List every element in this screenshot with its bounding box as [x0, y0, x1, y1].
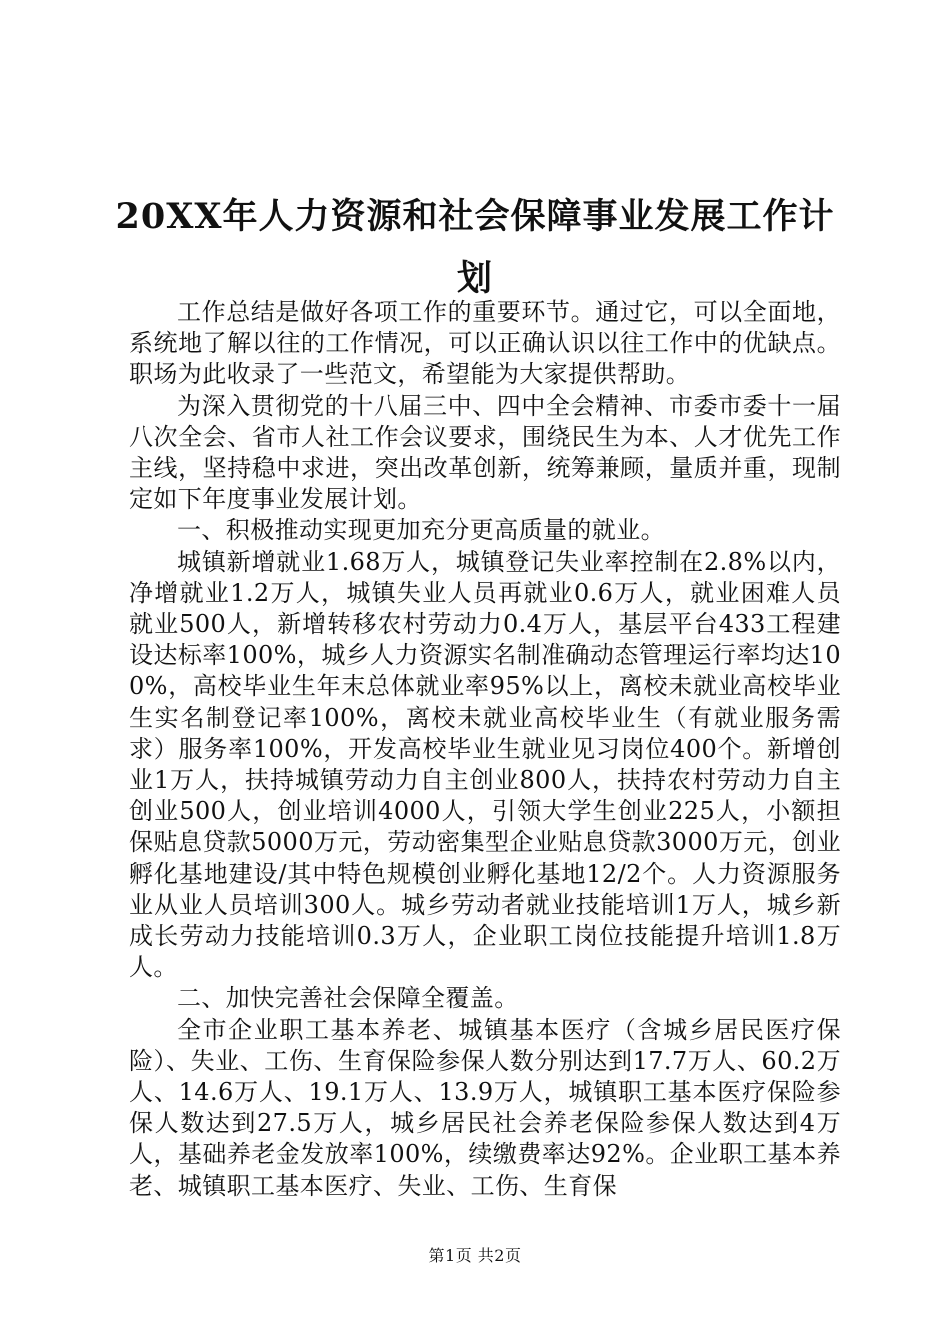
paragraph-employment-targets: 城镇新增就业1.68万人，城镇登记失业率控制在2.8%以内，净增就业1.2万人，城镇失业人员再就业0.6万人，就业困难人员就业500人，新增转移农村劳动力0.4万人，基层平台433工程建设达标率100%，城乡人力资源实名制准确动态管理运行率均达100%，高校毕业生年末总体就业率95%以上，离校未就业高校毕业生实名制登记率100%，离校未就业高校毕业生（有就业服务需求）服务率100%，开发高校毕业生就业见习岗位400个。新增创业1万人，扶持城镇劳动力自主创业800人，扶持农村劳动力自主创业500人，创业培训4000人，引领大学生创业225人，小额担保贴息贷款5000万元，劳动密集型企业贴息贷款3000万元，创业孵化基地建设/其中特色规模创业孵化基地12/2个。人力资源服务业从业人员培训300人。城乡劳动者就业技能培训1万人，城乡新成长劳动力技能培训0.3万人，企业职工岗位技能提升培训1.8万人。	[129, 547, 841, 982]
paragraph-intro: 工作总结是做好各项工作的重要环节。通过它，可以全面地，系统地了解以往的工作情况，可以正确认识以往工作中的优缺点。职场为此收录了一些范文，希望能为大家提供帮助。	[129, 298, 841, 389]
document-body	[129, 297, 841, 1202]
paragraph-social-security-targets: 全市企业职工基本养老、城镇基本医疗（含城乡居民医疗保险）、失业、工伤、生育保险参保人数分别达到17.7万人、60.2万人、14.6万人、19.1万人、13.9万人，城镇职工基本医疗保险参保人数达到27.5万人，城乡居民社会养老保险参保人数达到4万人，基础养老金发放率100%，续缴费率达92%。企业职工基本养老、城镇职工基本医疗、失业、工伤、生育保	[129, 1015, 841, 1200]
paragraph-purpose: 为深入贯彻党的十八届三中、四中全会精神、市委市委十一届八次全会、省市人社工作会议要求，围绕民生为本、人才优先工作主线，坚持稳中求进，突出改革创新，统筹兼顾，量质并重，现制定如下年度事业发展计划。	[129, 391, 841, 514]
page-number-footer: 第1页 共2页	[428, 1246, 522, 1265]
section-heading-social-security: 二、加快完善社会保障全覆盖。	[177, 984, 519, 1013]
document-title: 20XX年人力资源和社会保障事业发展工作计划	[115, 196, 835, 299]
section-heading-employment: 一、积极推动实现更加充分更高质量的就业。	[177, 516, 665, 545]
